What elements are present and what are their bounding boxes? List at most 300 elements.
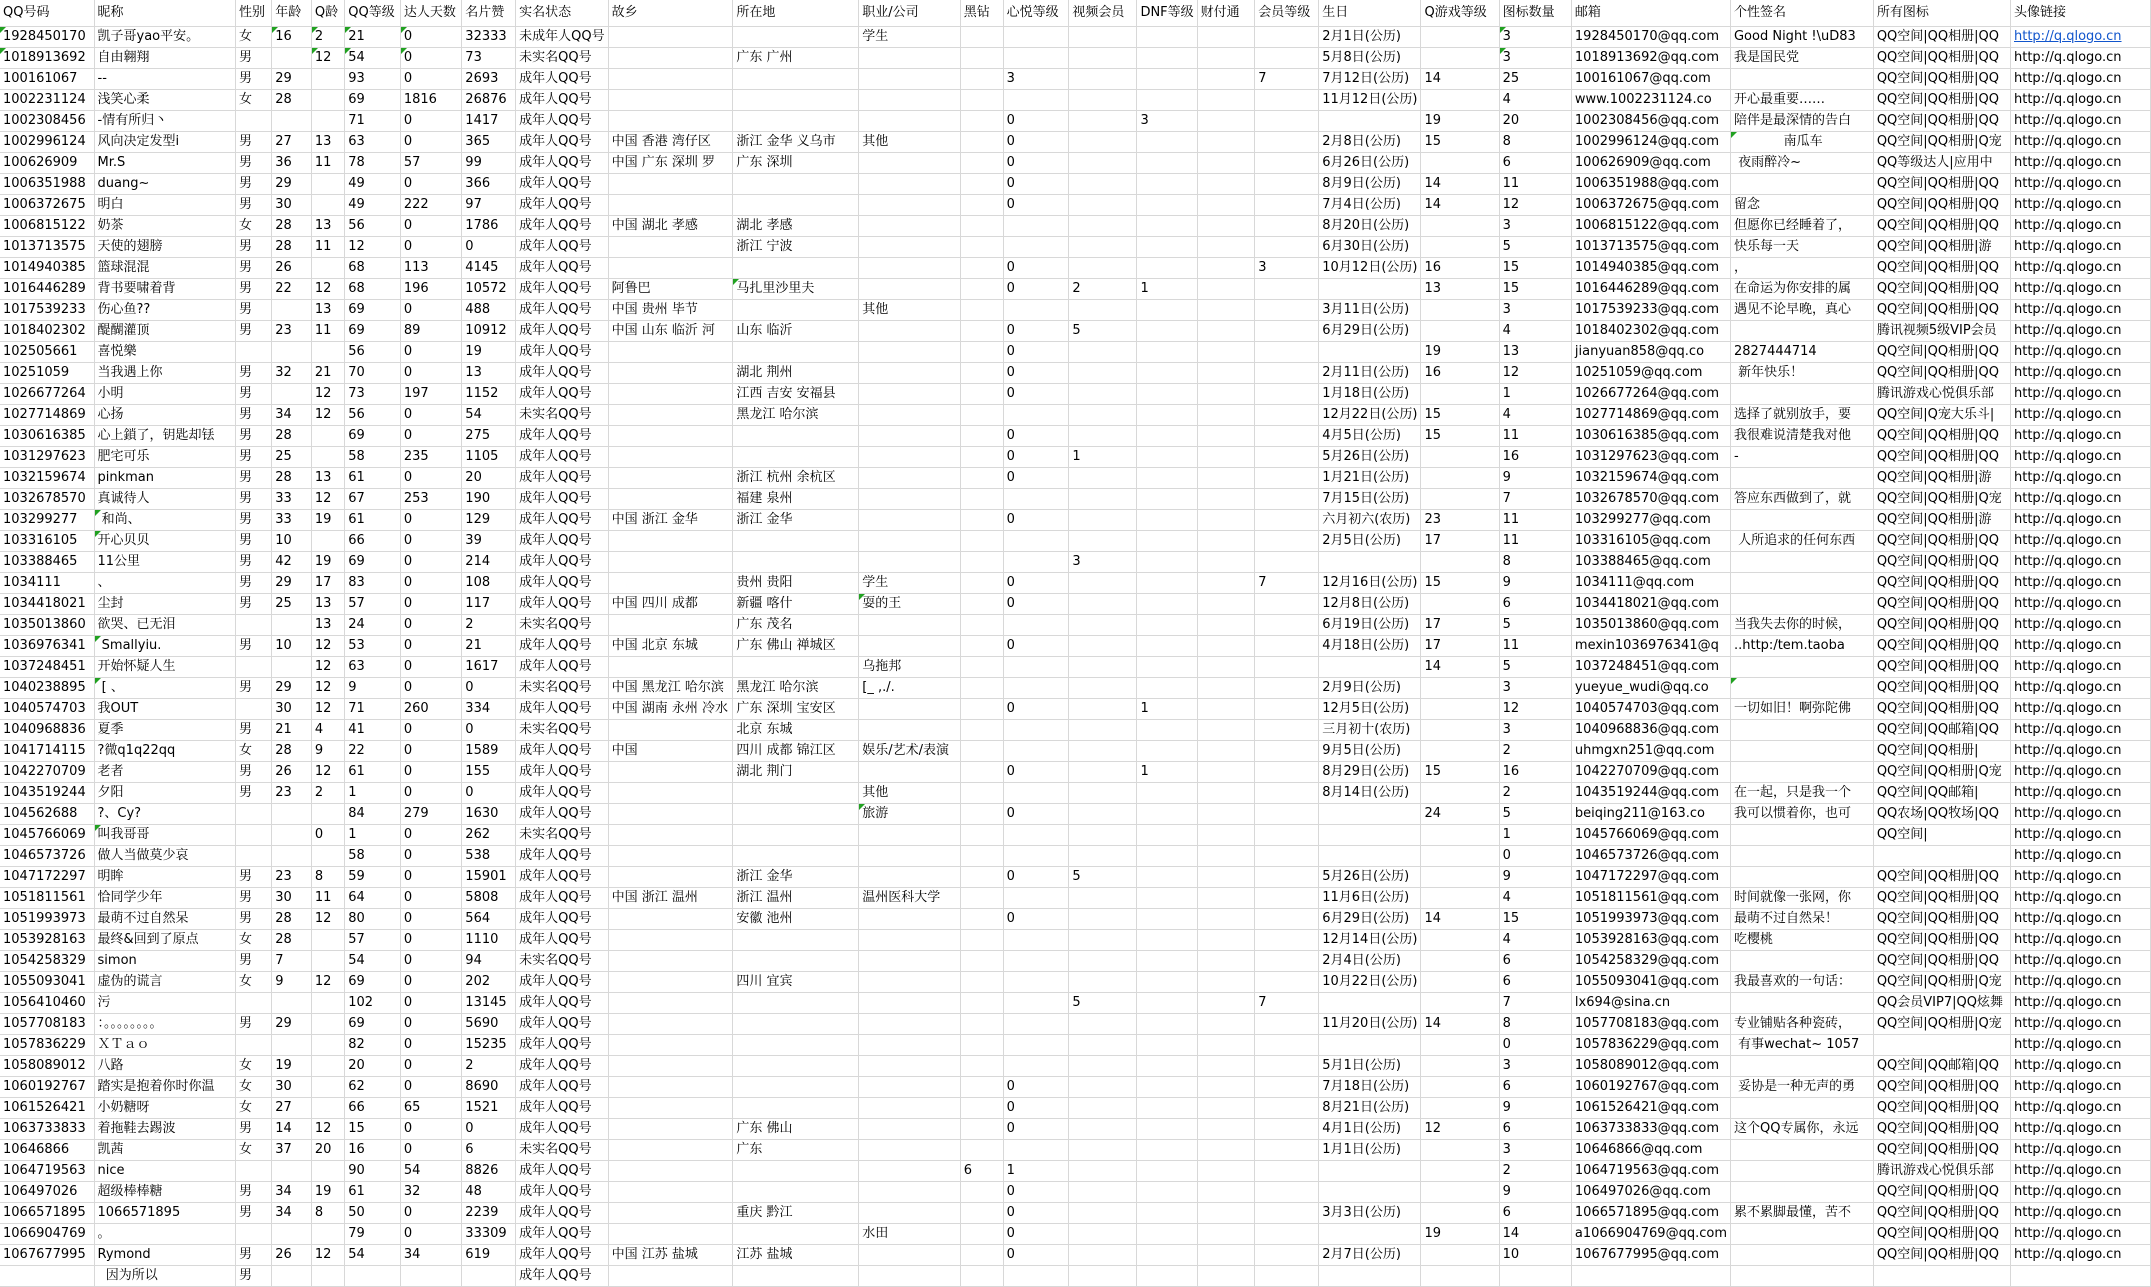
cell[interactable]: 0 [1003, 195, 1069, 216]
cell[interactable]: 成年人QQ号 [516, 741, 608, 762]
avatar-link-cell[interactable]: http://q.qlogo.cn [2011, 804, 2151, 825]
cell[interactable]: 32 [400, 1182, 461, 1203]
cell[interactable]: 0 [1003, 1119, 1069, 1140]
cell[interactable]: 当我遇上你 [94, 363, 235, 384]
cell[interactable]: 57 [400, 153, 461, 174]
cell[interactable] [733, 1224, 859, 1245]
cell[interactable] [311, 1161, 344, 1182]
cell[interactable] [1137, 678, 1197, 699]
cell[interactable]: 篮球混混 [94, 258, 235, 279]
avatar-link-cell[interactable]: http://q.qlogo.cn [2011, 846, 2151, 867]
cell[interactable]: 16 [1421, 363, 1499, 384]
cell[interactable] [1003, 657, 1069, 678]
cell[interactable]: 成年人QQ号 [516, 111, 608, 132]
cell[interactable]: 9 [1499, 573, 1571, 594]
cell[interactable]: 新年快乐！ [1730, 363, 1873, 384]
cell[interactable]: 开心贝贝 [94, 531, 235, 552]
cell[interactable]: 0 [1003, 699, 1069, 720]
cell[interactable]: 7 [1499, 993, 1571, 1014]
cell[interactable] [608, 762, 733, 783]
cell[interactable] [1421, 1077, 1499, 1098]
cell[interactable]: 235 [400, 447, 461, 468]
cell[interactable] [1137, 594, 1197, 615]
cell[interactable]: 8月14日(公历) [1319, 783, 1421, 804]
cell[interactable]: 2 [1499, 1161, 1571, 1182]
cell[interactable] [1255, 489, 1319, 510]
cell[interactable]: 1043519244@qq.com [1571, 783, 1730, 804]
cell[interactable]: 12 [1499, 699, 1571, 720]
cell[interactable]: 19 [311, 552, 344, 573]
cell[interactable] [733, 825, 859, 846]
cell[interactable] [608, 489, 733, 510]
cell[interactable]: 学生 [859, 573, 960, 594]
cell[interactable]: 102 [345, 993, 401, 1014]
cell[interactable] [1069, 426, 1137, 447]
cell[interactable]: ＸＴａｏ [94, 1035, 235, 1056]
cell[interactable]: 最萌不过自然呆！ [1730, 909, 1873, 930]
cell[interactable]: 风向决定发型i [94, 132, 235, 153]
cell[interactable]: 浙江 金华 义乌市 [733, 132, 859, 153]
cell[interactable]: QQ空间|QQ相册|Q宠 [1873, 972, 2010, 993]
cell[interactable] [1421, 846, 1499, 867]
cell[interactable]: 男 [235, 762, 271, 783]
cell[interactable] [1730, 594, 1873, 615]
cell[interactable] [859, 111, 960, 132]
cell[interactable]: 1 [1499, 384, 1571, 405]
cell[interactable]: QQ空间|QQ相册|游 [1873, 237, 2010, 258]
cell[interactable]: 14 [1421, 909, 1499, 930]
cell[interactable]: 9 [1499, 468, 1571, 489]
cell[interactable]: 9 [1499, 1098, 1571, 1119]
cell[interactable]: 0 [1003, 447, 1069, 468]
cell[interactable]: 28 [272, 426, 312, 447]
cell[interactable]: 1816 [400, 90, 461, 111]
cell[interactable]: 0 [400, 636, 461, 657]
cell[interactable] [1137, 846, 1197, 867]
cell[interactable]: 新疆 喀什 [733, 594, 859, 615]
avatar-link-cell[interactable]: http://q.qlogo.cn [2011, 1098, 2151, 1119]
cell[interactable]: 黑龙江 哈尔滨 [733, 678, 859, 699]
cell[interactable] [733, 846, 859, 867]
cell[interactable]: 69 [345, 552, 401, 573]
avatar-link-cell[interactable]: http://q.qlogo.cn [2011, 1203, 2151, 1224]
cell[interactable]: 2月1日(公历) [1319, 27, 1421, 48]
cell[interactable]: 5690 [462, 1014, 516, 1035]
cell[interactable]: 3 [1255, 258, 1319, 279]
cell[interactable] [960, 447, 1003, 468]
cell[interactable]: 成年人QQ号 [516, 762, 608, 783]
cell[interactable] [1197, 909, 1255, 930]
cell[interactable]: 12 [311, 1119, 344, 1140]
cell[interactable]: QQ空间|QQ相册|QQ [1873, 573, 2010, 594]
cell[interactable]: 广东 佛山 禅城区 [733, 636, 859, 657]
cell[interactable]: 男 [235, 69, 271, 90]
cell[interactable] [1003, 489, 1069, 510]
cell[interactable] [1137, 426, 1197, 447]
cell[interactable]: 1027714869 [0, 405, 94, 426]
column-header[interactable]: QQ号码 [0, 0, 94, 27]
cell[interactable] [859, 258, 960, 279]
cell[interactable] [859, 1098, 960, 1119]
cell[interactable]: 84 [345, 804, 401, 825]
cell[interactable]: 63 [345, 657, 401, 678]
cell[interactable] [1137, 1182, 1197, 1203]
cell[interactable] [1137, 741, 1197, 762]
cell[interactable]: 1034111 [0, 573, 94, 594]
cell[interactable] [1069, 405, 1137, 426]
cell[interactable]: 28 [272, 909, 312, 930]
cell[interactable]: [_ ,./. [859, 678, 960, 699]
cell[interactable]: 14 [1421, 195, 1499, 216]
cell[interactable]: QQ空间|QQ相册|QQ [1873, 1224, 2010, 1245]
cell[interactable]: QQ空间|QQ相册|QQ [1873, 678, 2010, 699]
cell[interactable] [1137, 1224, 1197, 1245]
cell[interactable] [311, 90, 344, 111]
cell[interactable] [733, 1161, 859, 1182]
cell[interactable]: 乌拖邦 [859, 657, 960, 678]
cell[interactable]: 5月8日(公历) [1319, 48, 1421, 69]
cell[interactable]: ..http:/tem.taoba [1730, 636, 1873, 657]
cell[interactable] [1069, 594, 1137, 615]
cell[interactable]: 33 [272, 489, 312, 510]
cell[interactable]: 78 [345, 153, 401, 174]
cell[interactable]: [ 、 [94, 678, 235, 699]
cell[interactable]: 心上鎖了，钥匙却铥 [94, 426, 235, 447]
cell[interactable]: 15 [1499, 258, 1571, 279]
cell[interactable]: 10 [272, 636, 312, 657]
cell[interactable] [272, 342, 312, 363]
cell[interactable]: 1058089012 [0, 1056, 94, 1077]
avatar-link-cell[interactable]: http://q.qlogo.cn [2011, 216, 2151, 237]
cell[interactable]: 2月5日(公历) [1319, 531, 1421, 552]
cell[interactable]: 1046573726@qq.com [1571, 846, 1730, 867]
cell[interactable]: 7月15日(公历) [1319, 489, 1421, 510]
cell[interactable]: 13 [311, 468, 344, 489]
cell[interactable] [1069, 195, 1137, 216]
cell[interactable]: 开始怀疑人生 [94, 657, 235, 678]
cell[interactable] [1730, 1140, 1873, 1161]
cell[interactable] [1255, 216, 1319, 237]
cell[interactable] [1197, 552, 1255, 573]
cell[interactable]: 3 [1499, 678, 1571, 699]
cell[interactable]: 3月3日(公历) [1319, 1203, 1421, 1224]
cell[interactable]: 5 [1069, 993, 1137, 1014]
cell[interactable] [608, 237, 733, 258]
cell[interactable]: 1051993973 [0, 909, 94, 930]
cell[interactable]: 男 [235, 447, 271, 468]
cell[interactable]: QQ空间|QQ相册|QQ [1873, 69, 2010, 90]
cell[interactable]: 0 [400, 300, 461, 321]
cell[interactable]: 1 [1137, 699, 1197, 720]
cell[interactable]: 8月29日(公历) [1319, 762, 1421, 783]
cell[interactable]: QQ空间|QQ相册|QQ [1873, 258, 2010, 279]
cell[interactable]: 12 [311, 48, 344, 69]
cell[interactable]: 水田 [859, 1224, 960, 1245]
cell[interactable]: 10572 [462, 279, 516, 300]
cell[interactable]: 73 [462, 48, 516, 69]
cell[interactable] [1730, 741, 1873, 762]
cell[interactable]: QQ空间|QQ相册| [1873, 741, 2010, 762]
cell[interactable] [608, 258, 733, 279]
column-header[interactable]: 职业/公司 [859, 0, 960, 27]
cell[interactable] [1197, 1098, 1255, 1119]
cell[interactable] [1421, 153, 1499, 174]
cell[interactable]: 广东 广州 [733, 48, 859, 69]
cell[interactable]: 8月20日(公历) [1319, 216, 1421, 237]
cell[interactable]: 2月11日(公历) [1319, 363, 1421, 384]
cell[interactable]: 1058089012@qq.com [1571, 1056, 1730, 1077]
cell[interactable]: 凯子哥yao平安。 [94, 27, 235, 48]
cell[interactable]: 10912 [462, 321, 516, 342]
cell[interactable] [960, 1077, 1003, 1098]
cell[interactable]: 619 [462, 1245, 516, 1266]
cell[interactable]: 1032678570@qq.com [1571, 489, 1730, 510]
cell[interactable]: 34 [272, 405, 312, 426]
cell[interactable]: 11月12日(公历) [1319, 90, 1421, 111]
cell[interactable]: 马扎里沙里夫 [733, 279, 859, 300]
cell[interactable]: 7 [1255, 993, 1319, 1014]
cell[interactable]: 16 [1499, 447, 1571, 468]
avatar-link-cell[interactable]: http://q.qlogo.cn [2011, 90, 2151, 111]
cell[interactable] [1255, 237, 1319, 258]
column-header[interactable]: Q龄 [311, 0, 344, 27]
cell[interactable]: 男 [235, 783, 271, 804]
cell[interactable] [1069, 531, 1137, 552]
cell[interactable]: QQ空间|QQ相册|QQ [1873, 1140, 2010, 1161]
cell[interactable]: QQ空间|QQ相册|QQ [1873, 1245, 2010, 1266]
cell[interactable] [1730, 1245, 1873, 1266]
cell[interactable]: 快乐每一天 [1730, 237, 1873, 258]
cell[interactable] [311, 951, 344, 972]
cell[interactable]: 222 [400, 195, 461, 216]
cell[interactable] [1069, 1161, 1137, 1182]
cell[interactable]: 8 [311, 1203, 344, 1224]
cell[interactable] [960, 384, 1003, 405]
cell[interactable]: 1928450170@qq.com [1571, 27, 1730, 48]
cell[interactable] [1730, 1224, 1873, 1245]
cell[interactable]: 2 [1499, 741, 1571, 762]
cell[interactable] [859, 720, 960, 741]
cell[interactable] [1137, 468, 1197, 489]
cell[interactable]: 103316105@qq.com [1571, 531, 1730, 552]
cell[interactable] [1255, 195, 1319, 216]
cell[interactable]: 8 [1499, 552, 1571, 573]
cell[interactable]: 11 [1499, 531, 1571, 552]
cell[interactable]: 0 [400, 678, 461, 699]
avatar-link-cell[interactable]: http://q.qlogo.cn [2011, 468, 2151, 489]
cell[interactable]: 成年人QQ号 [516, 174, 608, 195]
cell[interactable]: 12 [311, 384, 344, 405]
cell[interactable] [1421, 1140, 1499, 1161]
cell[interactable] [1069, 888, 1137, 909]
cell[interactable]: 113 [400, 258, 461, 279]
cell[interactable]: 福建 泉州 [733, 489, 859, 510]
cell[interactable] [960, 951, 1003, 972]
cell[interactable]: 29 [272, 1014, 312, 1035]
cell[interactable] [608, 48, 733, 69]
avatar-link-cell[interactable]: http://q.qlogo.cn [2011, 762, 2151, 783]
cell[interactable]: 12月5日(公历) [1319, 699, 1421, 720]
cell[interactable] [1197, 657, 1255, 678]
cell[interactable] [1255, 174, 1319, 195]
avatar-link-cell[interactable]: http://q.qlogo.cn [2011, 300, 2151, 321]
cell[interactable] [1137, 48, 1197, 69]
cell[interactable]: 3 [1003, 69, 1069, 90]
cell[interactable]: 0 [462, 783, 516, 804]
cell[interactable]: 女 [235, 741, 271, 762]
cell[interactable]: 成年人QQ号 [516, 1056, 608, 1077]
cell[interactable] [1421, 972, 1499, 993]
cell[interactable] [1255, 531, 1319, 552]
cell[interactable]: 56 [345, 216, 401, 237]
cell[interactable] [1255, 1077, 1319, 1098]
cell[interactable] [608, 426, 733, 447]
cell[interactable]: 564 [462, 909, 516, 930]
cell[interactable] [1137, 1056, 1197, 1077]
cell[interactable]: 0 [1003, 1182, 1069, 1203]
cell[interactable]: QQ空间|Q宠大乐斗| [1873, 405, 2010, 426]
cell[interactable] [1421, 468, 1499, 489]
cell[interactable] [608, 1161, 733, 1182]
cell[interactable]: 62 [345, 1077, 401, 1098]
cell[interactable]: 0 [400, 1056, 461, 1077]
cell[interactable]: 6 [462, 1140, 516, 1161]
cell[interactable] [1730, 1098, 1873, 1119]
cell[interactable]: 11月6日(公历) [1319, 888, 1421, 909]
cell[interactable]: QQ空间|QQ相册|QQ [1873, 48, 2010, 69]
cell[interactable] [960, 867, 1003, 888]
cell[interactable] [311, 993, 344, 1014]
column-header[interactable]: 黑钻 [960, 0, 1003, 27]
cell[interactable]: 6 [1499, 1203, 1571, 1224]
cell[interactable] [859, 993, 960, 1014]
cell[interactable] [1255, 762, 1319, 783]
cell[interactable]: 明眸 [94, 867, 235, 888]
cell[interactable]: 浙江 杭州 余杭区 [733, 468, 859, 489]
cell[interactable]: 1002996124 [0, 132, 94, 153]
cell[interactable] [1421, 783, 1499, 804]
cell[interactable]: 0 [400, 552, 461, 573]
cell[interactable] [859, 90, 960, 111]
cell[interactable] [1197, 195, 1255, 216]
cell[interactable]: 中国 浙江 温州 [608, 888, 733, 909]
cell[interactable]: 一切如旧！啊弥陀佛 [1730, 699, 1873, 720]
cell[interactable] [1319, 1224, 1421, 1245]
avatar-link-cell[interactable]: http://q.qlogo.cn [2011, 1245, 2151, 1266]
cell[interactable] [1137, 1266, 1197, 1287]
column-header[interactable]: 昵称 [94, 0, 235, 27]
cell[interactable]: 中国 山东 临沂 河 [608, 321, 733, 342]
cell[interactable]: 成年人QQ号 [516, 888, 608, 909]
cell[interactable] [1421, 27, 1499, 48]
cell[interactable]: 1046573726 [0, 846, 94, 867]
cell[interactable] [1197, 1014, 1255, 1035]
cell[interactable] [859, 153, 960, 174]
cell[interactable]: 成年人QQ号 [516, 384, 608, 405]
cell[interactable]: 广东 佛山 [733, 1119, 859, 1140]
cell[interactable]: 累不累脚最懂，苦不 [1730, 1203, 1873, 1224]
cell[interactable]: 0 [400, 972, 461, 993]
cell[interactable] [733, 258, 859, 279]
cell[interactable]: 成年人QQ号 [516, 90, 608, 111]
cell[interactable] [960, 69, 1003, 90]
cell[interactable]: 1006815122 [0, 216, 94, 237]
cell[interactable]: 未实名QQ号 [516, 678, 608, 699]
cell[interactable]: 365 [462, 132, 516, 153]
cell[interactable]: 33309 [462, 1224, 516, 1245]
cell[interactable]: 男 [235, 384, 271, 405]
cell[interactable]: 0 [400, 1119, 461, 1140]
cell[interactable] [1197, 153, 1255, 174]
cell[interactable] [1003, 930, 1069, 951]
cell[interactable]: 9 [1499, 1182, 1571, 1203]
avatar-link-cell[interactable]: http://q.qlogo.cn [2011, 447, 2151, 468]
cell[interactable]: 耍的王 [859, 594, 960, 615]
cell[interactable]: 山东 临沂 [733, 321, 859, 342]
cell[interactable]: 2 [311, 783, 344, 804]
cell[interactable] [1003, 552, 1069, 573]
cell[interactable]: 19 [1421, 1224, 1499, 1245]
cell[interactable]: 1002231124 [0, 90, 94, 111]
cell[interactable]: 1057836229@qq.com [1571, 1035, 1730, 1056]
cell[interactable]: 女 [235, 27, 271, 48]
cell[interactable]: 28 [272, 741, 312, 762]
cell[interactable] [733, 657, 859, 678]
cell[interactable]: 334 [462, 699, 516, 720]
cell[interactable] [960, 552, 1003, 573]
cell[interactable]: 6 [1499, 951, 1571, 972]
cell[interactable]: 10646866@qq.com [1571, 1140, 1730, 1161]
cell[interactable] [272, 993, 312, 1014]
cell[interactable] [235, 342, 271, 363]
cell[interactable] [1421, 741, 1499, 762]
cell[interactable] [1069, 111, 1137, 132]
cell[interactable]: 1061526421@qq.com [1571, 1098, 1730, 1119]
cell[interactable] [1730, 657, 1873, 678]
cell[interactable] [1255, 804, 1319, 825]
cell[interactable]: 1045766069@qq.com [1571, 825, 1730, 846]
cell[interactable]: 男 [235, 363, 271, 384]
cell[interactable]: 0 [400, 783, 461, 804]
cell[interactable] [859, 909, 960, 930]
cell[interactable] [1137, 951, 1197, 972]
cell[interactable]: 13 [462, 363, 516, 384]
cell[interactable]: QQ空间|QQ相册|QQ [1873, 27, 2010, 48]
cell[interactable]: 和尚、 [94, 510, 235, 531]
cell[interactable] [1319, 1161, 1421, 1182]
cell[interactable]: 成年人QQ号 [516, 468, 608, 489]
cell[interactable]: 61 [345, 762, 401, 783]
cell[interactable]: 13 [311, 594, 344, 615]
cell[interactable] [311, 69, 344, 90]
cell[interactable] [960, 468, 1003, 489]
cell[interactable]: 50 [345, 1203, 401, 1224]
cell[interactable]: 54 [345, 48, 401, 69]
cell[interactable] [1003, 1266, 1069, 1287]
cell[interactable]: 1006351988 [0, 174, 94, 195]
cell[interactable]: 成年人QQ号 [516, 1035, 608, 1056]
avatar-link-cell[interactable]: http://q.qlogo.cn [2011, 1014, 2151, 1035]
cell[interactable]: 61 [345, 468, 401, 489]
cell[interactable]: 56 [345, 342, 401, 363]
cell[interactable] [859, 930, 960, 951]
cell[interactable]: 0 [1003, 1224, 1069, 1245]
column-header[interactable]: QQ等级 [345, 0, 401, 27]
cell[interactable]: 0 [400, 468, 461, 489]
cell[interactable]: 1002996124@qq.com [1571, 132, 1730, 153]
cell[interactable]: 26876 [462, 90, 516, 111]
cell[interactable] [1003, 888, 1069, 909]
